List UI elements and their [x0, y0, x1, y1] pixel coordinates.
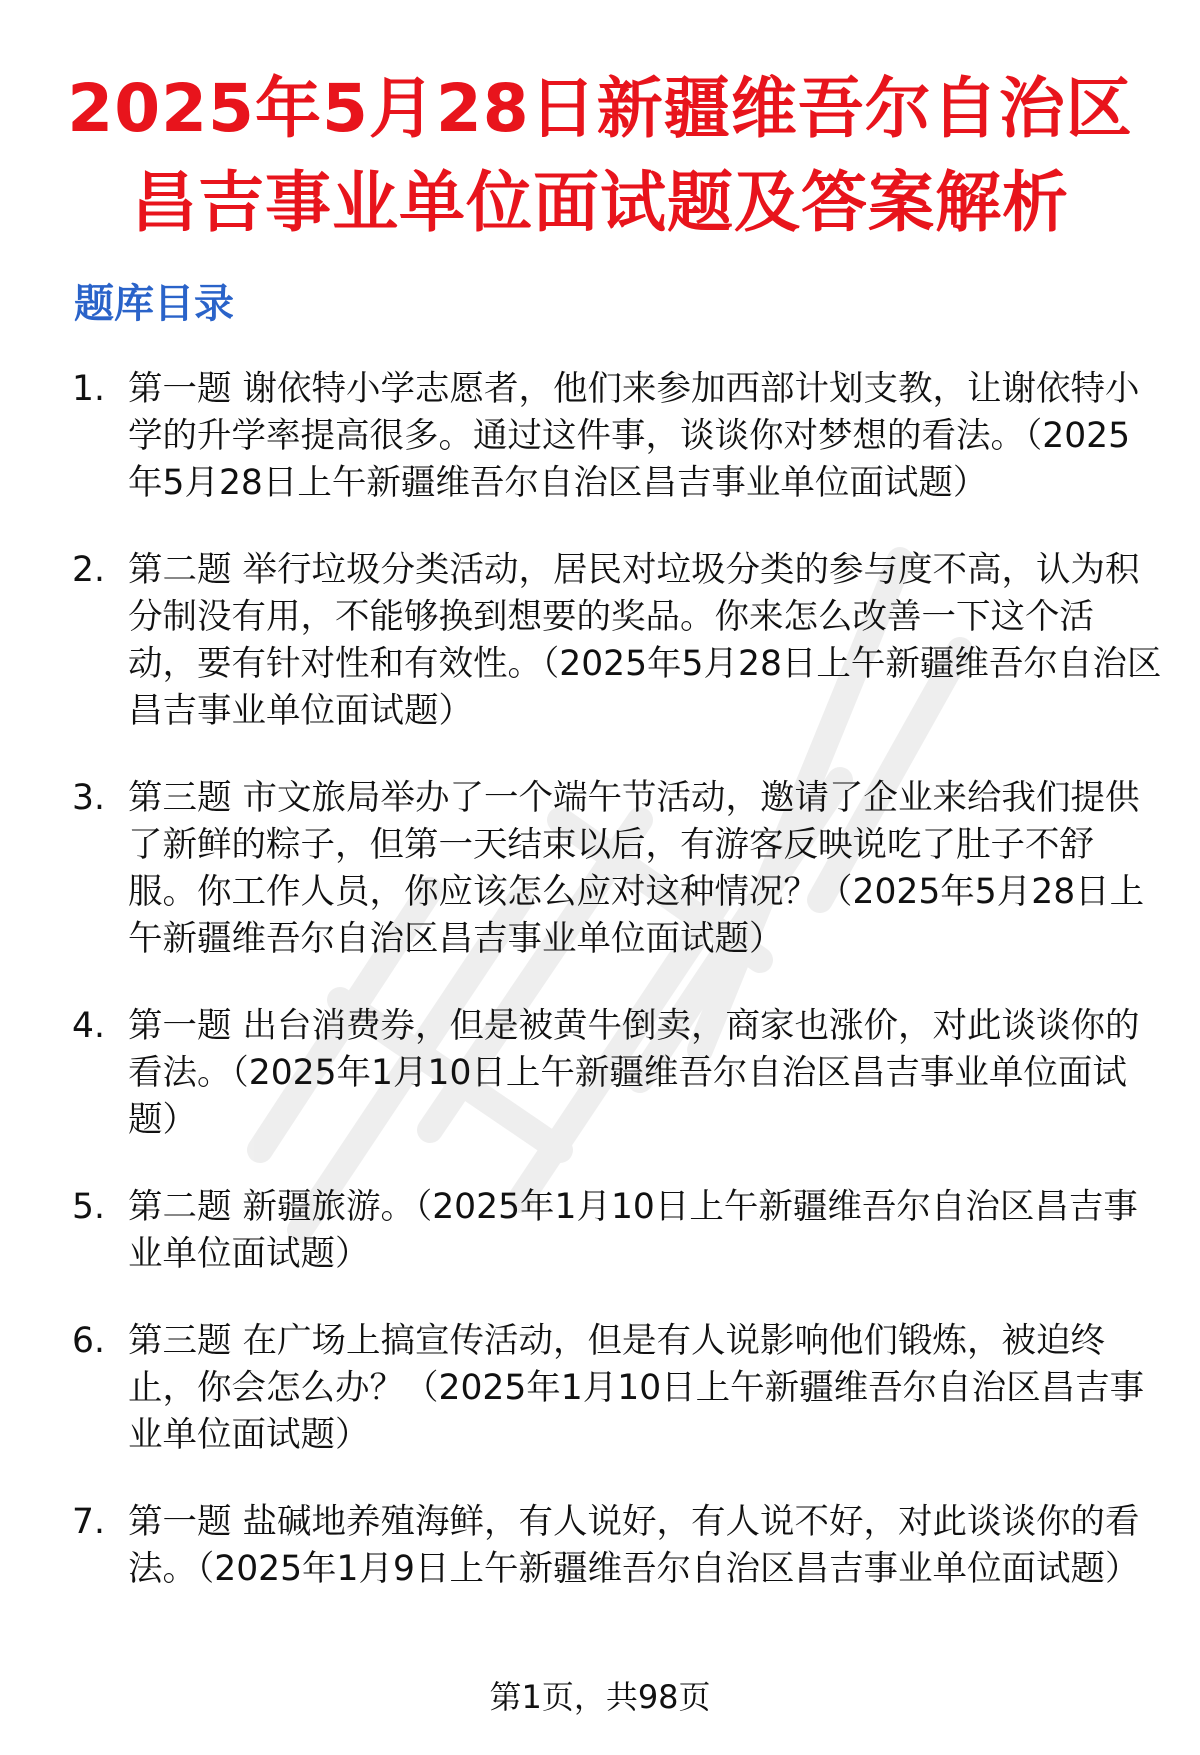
item-text: 第二题 举行垃圾分类活动，居民对垃圾分类的参与度不高，认为积分制没有用，不能够换到想要的奖品。你来怎么改善一下这个活动，要有针对性和有效性。（2025年5月28日上午新疆维吾尔自治区昌吉事业单位面试题）: [128, 550, 1162, 731]
document-title: [0, 62, 1200, 250]
list-item: [72, 1003, 1162, 1144]
list-item: [72, 775, 1162, 963]
item-text: 第一题 盐碱地养殖海鲜，有人说好，有人说不好，对此谈谈你的看法。（2025年1月9日上午新疆维吾尔自治区昌吉事业单位面试题）: [128, 1502, 1140, 1589]
list-item: [72, 1499, 1162, 1593]
item-number: 3.: [72, 778, 105, 818]
item-text: 第三题 市文旅局举办了一个端午节活动，邀请了企业来给我们提供了新鲜的粽子，但第一天结束以后，有游客反映说吃了肚子不舒服。你工作人员，你应该怎么应对这种情况？（2025年5月28日上午新疆维吾尔自治区昌吉事业单位面试题）: [128, 778, 1145, 959]
item-text: 第一题 谢依特小学志愿者，他们来参加西部计划支教，让谢依特小学的升学率提高很多。通过这件事，谈谈你对梦想的看法。（2025年5月28日上午新疆维吾尔自治区昌吉事业单位面试题）: [128, 369, 1140, 503]
item-text: 第一题 出台消费券，但是被黄牛倒卖，商家也涨价，对此谈谈你的看法。（2025年1月10日上午新疆维吾尔自治区昌吉事业单位面试题）: [128, 1006, 1140, 1140]
item-number: 1.: [72, 369, 105, 409]
title-line-2: 昌吉事业单位面试题及答案解析: [131, 164, 1069, 241]
question-list: [72, 366, 1162, 1633]
page-footer: 第1页，共98页: [489, 1678, 711, 1716]
item-number: 2.: [72, 550, 105, 590]
list-item: [72, 547, 1162, 735]
item-number: 4.: [72, 1006, 105, 1046]
item-text: 第三题 在广场上搞宣传活动，但是有人说影响他们锻炼，被迫终止，你会怎么办？（2025年1月10日上午新疆维吾尔自治区昌吉事业单位面试题）: [128, 1321, 1145, 1455]
list-item: [72, 366, 1162, 507]
item-text: 第二题 新疆旅游。（2025年1月10日上午新疆维吾尔自治区昌吉事业单位面试题）: [128, 1187, 1138, 1274]
section-heading: 题库目录: [74, 281, 234, 327]
item-number: 7.: [72, 1502, 105, 1542]
list-item: [72, 1318, 1162, 1459]
item-number: 5.: [72, 1187, 105, 1227]
list-item: [72, 1184, 1162, 1278]
title-line-1: 2025年5月28日新疆维吾尔自治区: [67, 70, 1133, 147]
item-number: 6.: [72, 1321, 105, 1361]
